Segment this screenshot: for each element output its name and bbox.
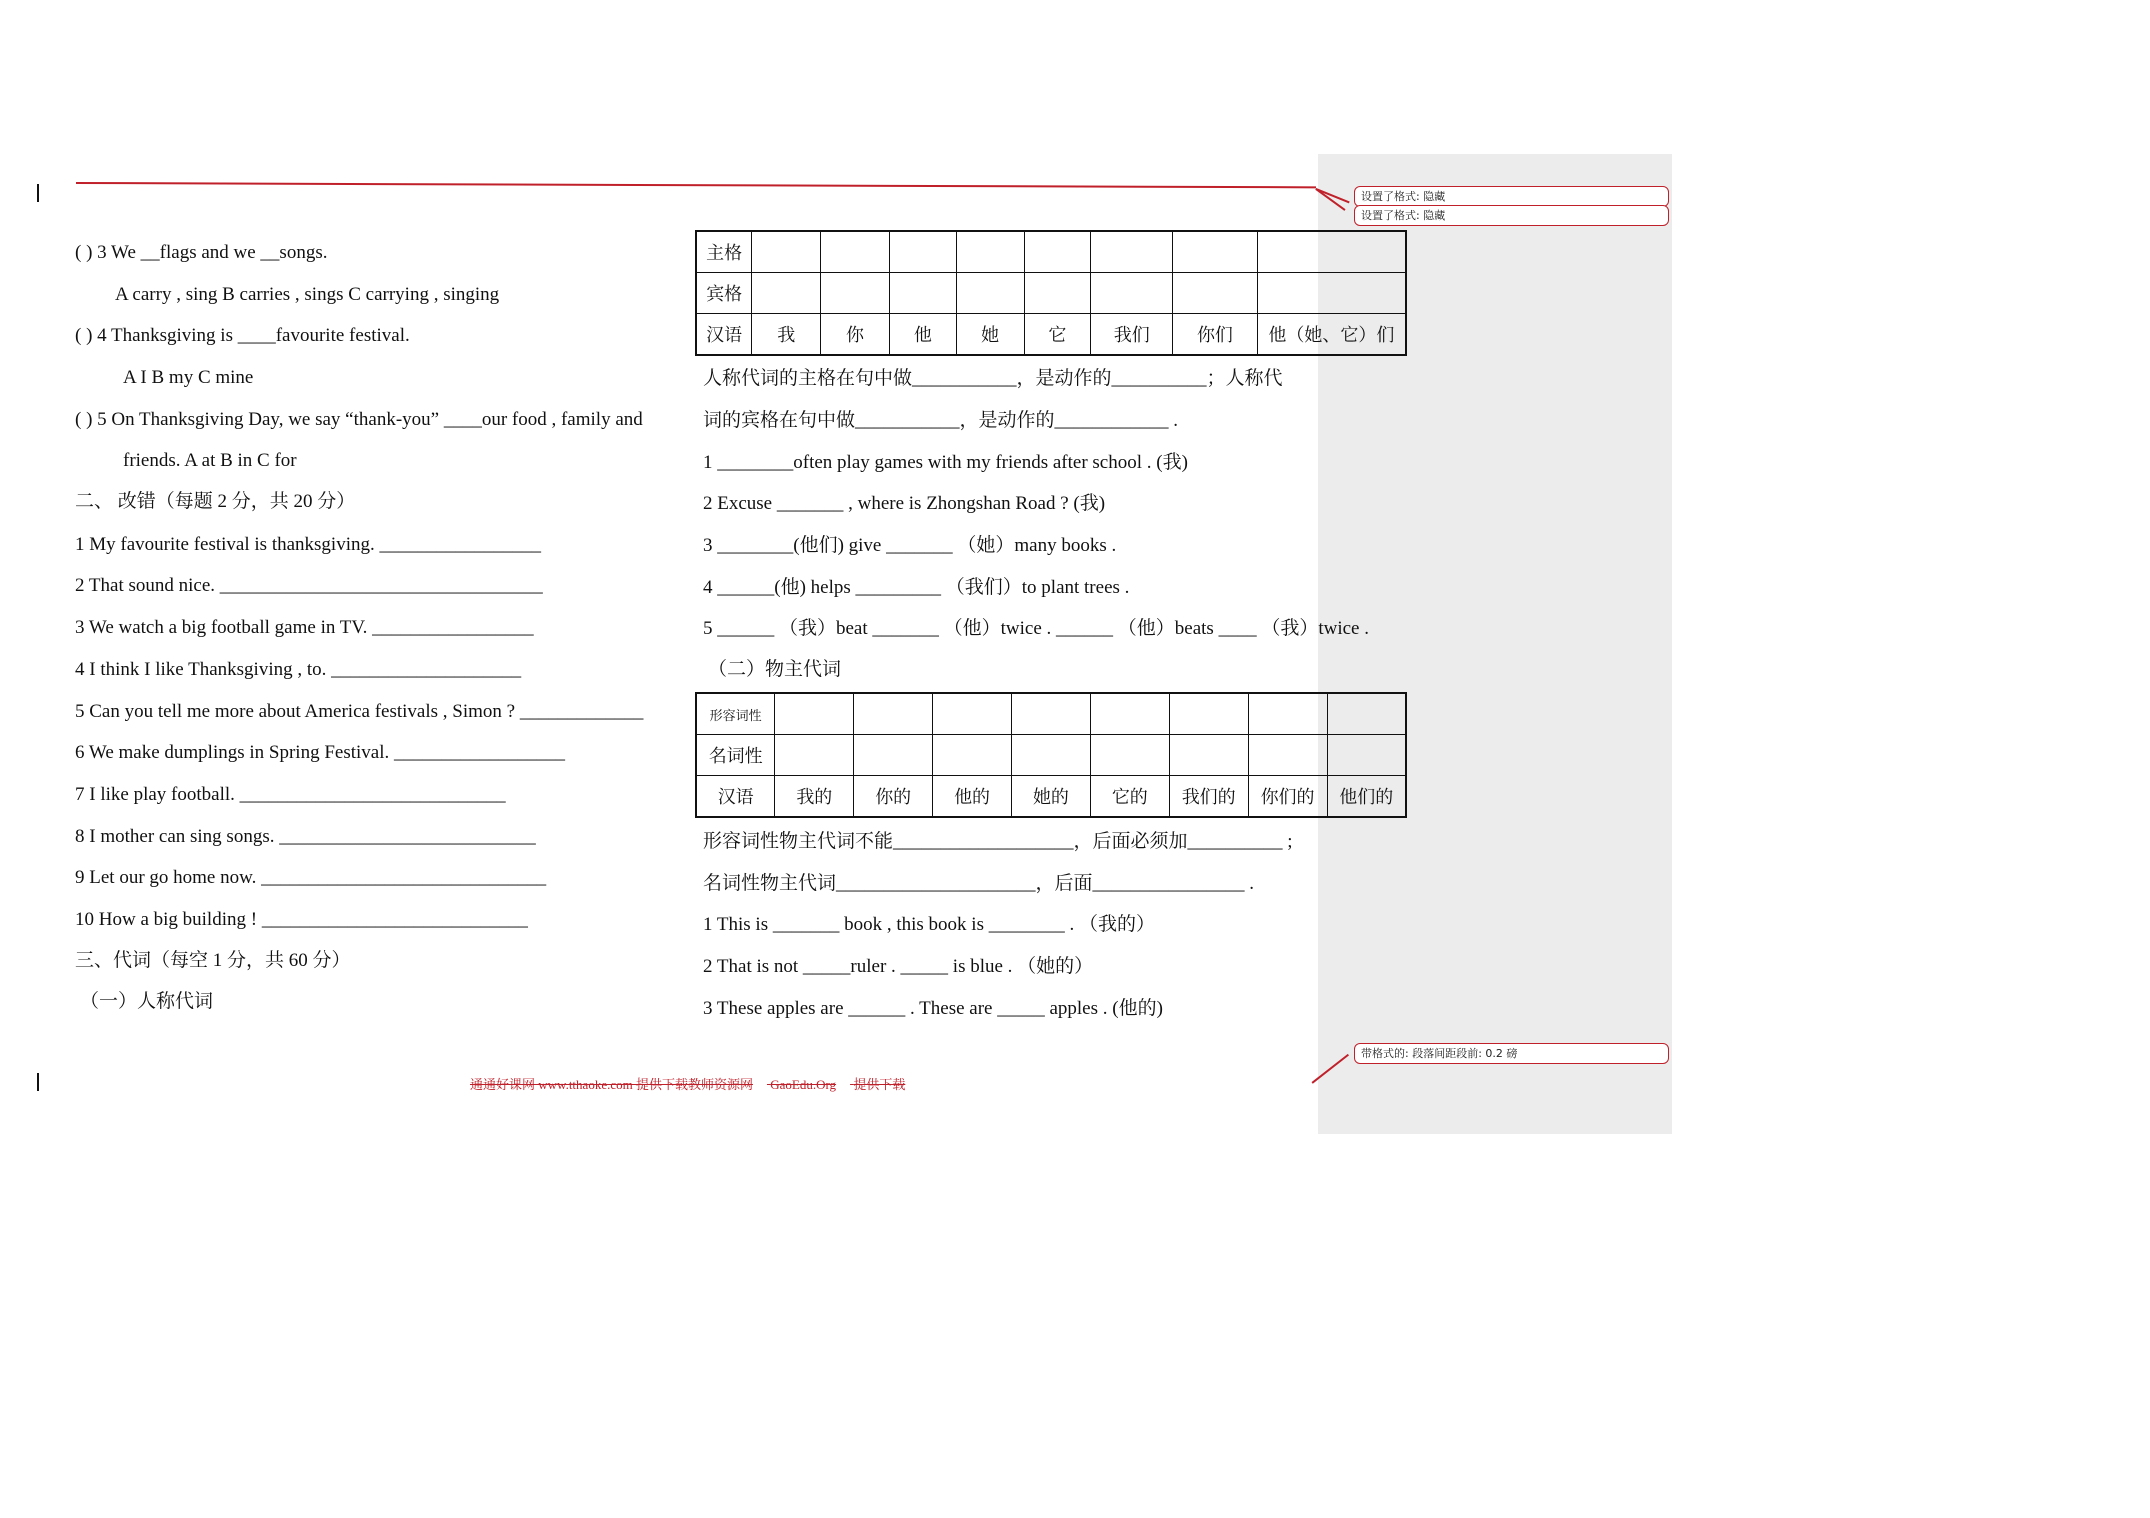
table1-cell[interactable] bbox=[956, 273, 1024, 314]
table2-cell[interactable] bbox=[854, 735, 933, 776]
question-4-options: A I B my C mine bbox=[123, 367, 254, 388]
comment-text-1: 设置了格式: 隐藏 bbox=[1361, 190, 1446, 203]
table1-cell[interactable] bbox=[889, 273, 956, 314]
correction-1: 1 My favourite festival is thanksgiving. _________________ bbox=[75, 534, 541, 555]
footer-item-2[interactable]: GaoEdu.Org bbox=[770, 1077, 837, 1092]
footer-item-1[interactable]: 通通好课网 www.tthaoke.com 提供下载教师资源网 bbox=[470, 1077, 753, 1092]
table1-cell[interactable] bbox=[1173, 273, 1258, 314]
table2-cell: 我的 bbox=[775, 776, 854, 818]
table1-cell: 她 bbox=[956, 314, 1024, 356]
table2-cell: 她的 bbox=[1012, 776, 1091, 818]
table2-cell[interactable] bbox=[1012, 693, 1091, 735]
table2-cell[interactable] bbox=[1169, 735, 1248, 776]
section-2-heading: 二、 改错（每题 2 分，共 20 分） bbox=[75, 491, 356, 512]
table1-cell: 我 bbox=[752, 314, 821, 356]
change-line-top bbox=[76, 182, 1316, 188]
personal-pronoun-table bbox=[695, 230, 1407, 356]
pronoun-exercise-2: 2 Excuse _______ , where is Zhongshan Road ? (我) bbox=[703, 493, 1106, 514]
table1-cell[interactable] bbox=[956, 231, 1024, 273]
table2-cell[interactable] bbox=[854, 693, 933, 735]
possessive-exercise-2: 2 That is not _____ruler . _____ is blue . （她的） bbox=[703, 956, 1094, 977]
pronoun-exercise-3: 3 ________(他们) give _______ （她）many books . bbox=[703, 535, 1117, 556]
table2-cell[interactable] bbox=[1012, 735, 1091, 776]
table1-cell[interactable] bbox=[1024, 231, 1091, 273]
possessive-exercise-3: 3 These apples are ______ . These are _____ apples . (他的) bbox=[703, 998, 1163, 1019]
table1-cell: 它 bbox=[1024, 314, 1091, 356]
table1-cell[interactable] bbox=[1257, 273, 1406, 314]
table1-cell[interactable] bbox=[1091, 231, 1173, 273]
table1-row-subject bbox=[696, 231, 1406, 273]
table2-label-chinese: 汉语 bbox=[696, 776, 775, 818]
comment-balloon-1[interactable] bbox=[1354, 186, 1669, 207]
table2-cell[interactable] bbox=[1169, 693, 1248, 735]
question-3-options: A carry , sing B carries , sings C carrying , singing bbox=[115, 284, 500, 305]
pronoun-rule-line-2: 词的宾格在句中做___________，是动作的____________ . bbox=[703, 410, 1179, 431]
table1-label-subject: 主格 bbox=[696, 231, 752, 273]
table1-cell[interactable] bbox=[1173, 231, 1258, 273]
table2-cell: 你的 bbox=[854, 776, 933, 818]
table1-cell: 我们 bbox=[1091, 314, 1173, 356]
correction-4: 4 I think I like Thanksgiving , to. ____________________ bbox=[75, 659, 522, 680]
footer-item-3[interactable]: 提供下载 bbox=[853, 1077, 906, 1092]
table2-cell[interactable] bbox=[775, 693, 854, 735]
table2-cell[interactable] bbox=[1090, 693, 1169, 735]
pronoun-rule-line-1: 人称代词的主格在句中做___________，是动作的__________；人称代 bbox=[703, 368, 1283, 389]
correction-2: 2 That sound nice. __________________________________ bbox=[75, 575, 543, 596]
correction-5: 5 Can you tell me more about America festivals , Simon ? _____________ bbox=[75, 701, 644, 722]
page-footer bbox=[470, 1074, 919, 1093]
table2-cell: 他们的 bbox=[1327, 776, 1406, 818]
pronoun-exercise-1: 1 ________often play games with my friends after school . (我) bbox=[703, 452, 1188, 473]
table2-cell[interactable] bbox=[933, 735, 1012, 776]
table2-cell[interactable] bbox=[1327, 693, 1406, 735]
possessive-exercise-1: 1 This is _______ book , this book is ________ . （我的） bbox=[703, 914, 1155, 935]
table2-row-chinese bbox=[696, 776, 1406, 818]
table2-cell: 你们的 bbox=[1248, 776, 1327, 818]
correction-6: 6 We make dumplings in Spring Festival. __________________ bbox=[75, 742, 565, 763]
question-3: ( ) 3 We __flags and we __songs. bbox=[75, 242, 328, 263]
question-5: ( ) 5 On Thanksgiving Day, we say “thank-you” ____our food , family and bbox=[75, 409, 643, 430]
table1-cell: 你 bbox=[821, 314, 890, 356]
table1-cell[interactable] bbox=[821, 273, 890, 314]
table1-cell[interactable] bbox=[1091, 273, 1173, 314]
table2-cell: 它的 bbox=[1090, 776, 1169, 818]
table1-cell[interactable] bbox=[821, 231, 890, 273]
question-5-options: friends. A at B in C for bbox=[123, 450, 297, 471]
subsection-possessive-pronouns: （二）物主代词 bbox=[708, 659, 842, 680]
table2-label-noun: 名词性 bbox=[696, 735, 775, 776]
table1-cell[interactable] bbox=[889, 231, 956, 273]
table1-label-chinese: 汉语 bbox=[696, 314, 752, 356]
table1-cell: 他 bbox=[889, 314, 956, 356]
comment-text-2: 设置了格式: 隐藏 bbox=[1361, 209, 1446, 222]
comment-balloon-2[interactable] bbox=[1354, 205, 1669, 226]
possessive-rule-line-2: 名词性物主代词_____________________，后面________________ . bbox=[703, 873, 1255, 894]
correction-10: 10 How a big building ! ____________________________ bbox=[75, 909, 528, 930]
table2-cell: 他的 bbox=[933, 776, 1012, 818]
table1-cell[interactable] bbox=[752, 231, 821, 273]
pronoun-exercise-5: 5 ______ （我）beat _______ （他）twice . ______ （他）beats ____ （我）twice . bbox=[703, 618, 1369, 639]
table2-cell: 我们的 bbox=[1169, 776, 1248, 818]
subsection-personal-pronouns: （一）人称代词 bbox=[80, 991, 214, 1012]
correction-3: 3 We watch a big football game in TV. _________________ bbox=[75, 617, 534, 638]
correction-9: 9 Let our go home now. ______________________________ bbox=[75, 867, 547, 888]
table1-cell[interactable] bbox=[1024, 273, 1091, 314]
possessive-pronoun-table bbox=[695, 692, 1407, 818]
table1-row-object bbox=[696, 273, 1406, 314]
table1-cell: 他（她、它）们 bbox=[1257, 314, 1406, 356]
table1-cell[interactable] bbox=[1257, 231, 1406, 273]
table2-label-adjective: 形容词性 bbox=[696, 693, 775, 735]
correction-7: 7 I like play football. ____________________________ bbox=[75, 784, 506, 805]
table1-label-object: 宾格 bbox=[696, 273, 752, 314]
question-4: ( ) 4 Thanksgiving is ____favourite festival. bbox=[75, 325, 410, 346]
pronoun-exercise-4: 4 ______(他) helps _________ （我们）to plant trees . bbox=[703, 577, 1130, 598]
possessive-rule-line-1: 形容词性物主代词不能___________________，后面必须加__________ ; bbox=[703, 831, 1293, 852]
correction-8: 8 I mother can sing songs. ___________________________ bbox=[75, 826, 536, 847]
table2-cell[interactable] bbox=[1090, 735, 1169, 776]
table2-row-noun bbox=[696, 735, 1406, 776]
text-cursor-top bbox=[37, 184, 39, 202]
table1-cell: 你们 bbox=[1173, 314, 1258, 356]
table1-row-chinese bbox=[696, 314, 1406, 356]
comment-balloon-3[interactable] bbox=[1354, 1043, 1669, 1064]
table2-cell[interactable] bbox=[1248, 693, 1327, 735]
table2-cell[interactable] bbox=[933, 693, 1012, 735]
table2-cell[interactable] bbox=[1248, 735, 1327, 776]
text-cursor-bottom bbox=[37, 1073, 39, 1091]
table2-row-adjective bbox=[696, 693, 1406, 735]
comment-text-3: 带格式的: 段落间距段前: 0.2 磅 bbox=[1361, 1047, 1518, 1060]
table2-cell[interactable] bbox=[1327, 735, 1406, 776]
table2-cell[interactable] bbox=[775, 735, 854, 776]
section-3-heading: 三、代词（每空 1 分，共 60 分） bbox=[75, 950, 351, 971]
table1-cell[interactable] bbox=[752, 273, 821, 314]
